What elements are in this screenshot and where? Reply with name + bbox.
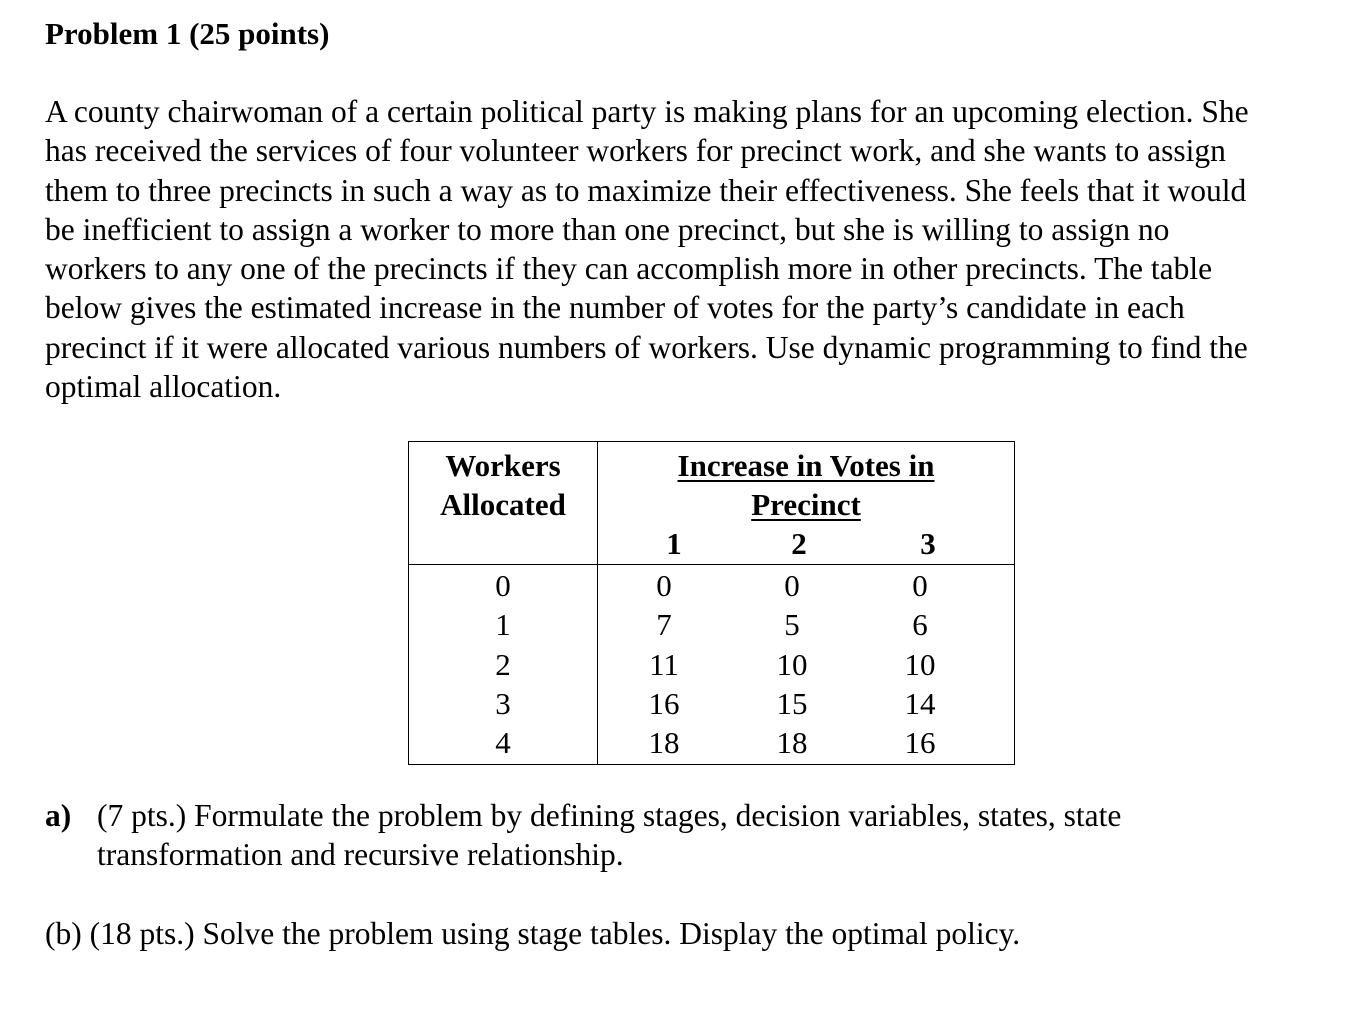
precinct-3-value: 16 (904, 725, 936, 761)
table-body-row (409, 565, 1015, 765)
votes-table (408, 441, 1015, 765)
precinct-2-value: 5 (784, 607, 800, 643)
statement-line: has received the services of four volunteer workers for precinct work, and she wants to assign (45, 133, 1226, 169)
workers-value: 0 (495, 568, 511, 603)
precinct-3-value: 6 (912, 607, 928, 643)
precinct-2-value: 15 (776, 685, 808, 721)
workers-header-line2: Allocated (440, 487, 566, 522)
precinct-1-value: 0 (656, 568, 672, 603)
part-a-line1: (7 pts.) Formulate the problem by defining stages, decision variables, states, state (97, 798, 1122, 833)
precinct-3-value: 0 (912, 568, 928, 603)
precinct-1-value: 11 (649, 646, 679, 682)
precinct-2-value: 0 (784, 568, 800, 603)
statement-line: be inefficient to assign a worker to more than one precinct, but she is willing to assign no (45, 211, 1170, 247)
precinct-2-header: 2 (791, 526, 807, 561)
workers-header-line1: Workers (445, 448, 561, 483)
precinct-1-column (639, 566, 689, 762)
table-header-row (409, 442, 1015, 565)
precinct-1-value: 16 (648, 685, 680, 721)
part-b: (b) (18 pts.) Solve the problem using stage tables. Display the optimal policy. (45, 916, 1021, 951)
statement-line: precinct if it were allocated various numbers of workers. Use dynamic programming to find the (45, 329, 1248, 365)
statement-line: them to three precincts in such a way as to maximize their effectiveness. She feels that it would (45, 172, 1247, 208)
workers-value: 4 (495, 725, 511, 761)
workers-column (409, 565, 598, 765)
precinct-1-value: 18 (648, 725, 680, 761)
precinct-3-value: 14 (904, 685, 936, 721)
part-a-label: a) (45, 798, 72, 833)
precinct-3-value: 10 (904, 646, 936, 682)
votes-header-line1: Increase in Votes in (677, 448, 935, 483)
precinct-2-value: 18 (776, 725, 808, 761)
statement-line: optimal allocation. (45, 369, 282, 405)
votes-values (598, 565, 1015, 765)
votes-header-line2: Precinct (751, 487, 861, 522)
precinct-1-value: 7 (656, 607, 672, 643)
precinct-1-header: 1 (666, 526, 682, 561)
part-a-line2: transformation and recursive relationship. (97, 837, 624, 873)
precinct-2-column (767, 566, 817, 762)
votes-header-cell (598, 442, 1015, 565)
precinct-3-header: 3 (920, 526, 936, 561)
problem-statement (45, 92, 1249, 406)
workers-value: 1 (495, 607, 511, 643)
precinct-2-value: 10 (776, 646, 808, 682)
workers-value: 2 (495, 646, 511, 682)
statement-line: workers to any one of the precincts if they can accomplish more in other precincts. The table (45, 251, 1213, 287)
precinct-3-column (895, 566, 945, 762)
statement-line: below gives the estimated increase in the number of votes for the party’s candidate in each (45, 290, 1185, 326)
problem-title: Problem 1 (25 points) (45, 16, 330, 51)
statement-line: A county chairwoman of a certain political party is making plans for an upcoming election. She (45, 94, 1249, 129)
part-a-text (97, 796, 1121, 875)
workers-value: 3 (495, 685, 511, 721)
workers-header-cell (409, 442, 598, 565)
